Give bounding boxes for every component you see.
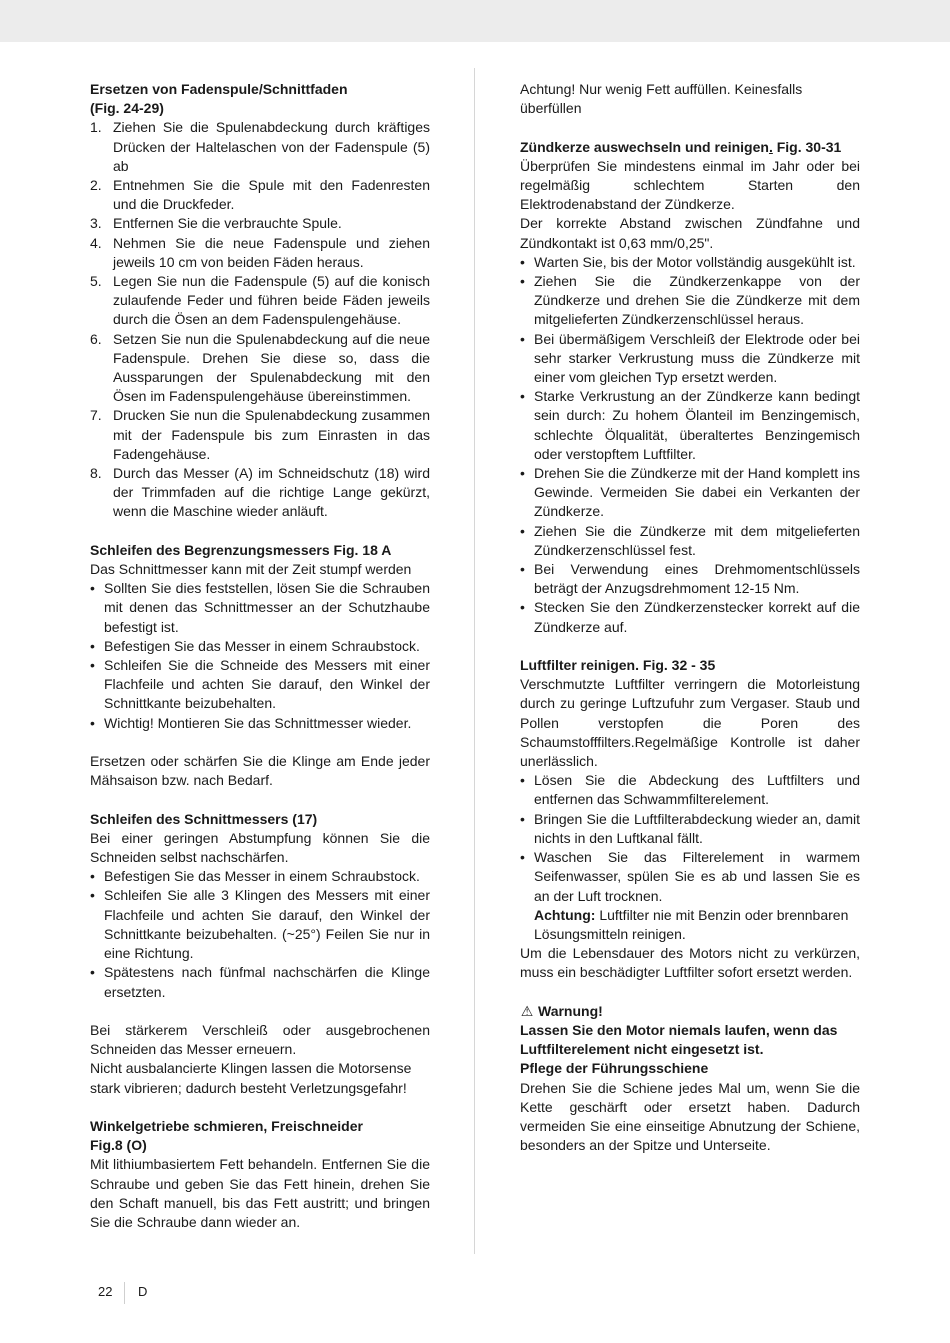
- list-item: • Schleifen Sie die Schneide des Messers mit einer Flachfeile und achten Sie darauf, den Winkel der Schnittkante beizubehalten.: [90, 657, 430, 712]
- paragraph: Mit lithiumbasiertem Fett behandeln. Entfernen Sie die Schraube und geben Sie das Fett hinein, drehen Sie den Schaft manuell, bis das Fett austritt; und bringen Sie die Schraube dann wieder an.: [90, 1156, 430, 1230]
- list-item: 7. Drucken Sie nun die Spulenabdeckung zusammen mit der Fadenspule bis zum Einrasten in das Fadengehäuse.: [90, 407, 430, 462]
- top-bar: [0, 0, 950, 42]
- list-item: • Ziehen Sie die Zündkerzenkappe von der Zündkerze und drehen Sie die Zündkerze mit dem mitgelieferten Zündkerzenschlüssel heraus.: [520, 273, 860, 328]
- list-item: • Befestigen Sie das Messer in einem Schraubstock.: [90, 637, 420, 654]
- list-item: 1. Ziehen Sie die Spulenabdeckung durch kräftiges Drücken der Haltelaschen von der Fadenspule (5) ab: [90, 119, 430, 174]
- begrenzungsmesser-bullets: [90, 579, 430, 733]
- section-title-fuehrungsschiene: Pflege der Führungsschiene: [520, 1060, 709, 1077]
- paragraph: Nicht ausbalancierte Klingen lassen die Motorsense stark vibrieren; dadurch besteht Verletzungsgefahr!: [90, 1060, 412, 1096]
- paragraph: Der korrekte Abstand zwischen Zündfahne und Zündkontakt ist 0,63 mm/0,25".: [520, 215, 860, 251]
- list-item: • Ziehen Sie die Zündkerze mit dem mitgelieferten Zündkerzenschlüssel fest.: [520, 522, 860, 558]
- paragraph: Um die Lebensdauer des Motors nicht zu verkürzen, muss ein beschädigter Luftfilter sofort ersetzt werden.: [520, 945, 860, 981]
- paragraph: Überprüfen Sie mindestens einmal im Jahr oder bei regelmäßig schlechtem Starten den Elektrodenabstand der Zündkerze.: [520, 157, 860, 213]
- list-item: • Spätestens nach fünfmal nachschärfen die Klinge ersetzten.: [90, 964, 430, 1000]
- page-number: 22: [98, 1284, 113, 1299]
- list-item: • Stecken Sie den Zündkerzenstecker korrekt auf die Zündkerze auf.: [520, 599, 860, 635]
- luftfilter-note: Achtung: Luftfilter nie mit Benzin oder brennbaren Lösungsmitteln reinigen.: [534, 906, 849, 942]
- paragraph: Ersetzen oder schärfen Sie die Klinge am Ende jeder Mähsaison bzw. nach Bedarf.: [90, 753, 430, 789]
- list-item: • Bei Verwendung eines Drehmomentschlüssels beträgt der Anzugsdrehmoment 12-15 Nm.: [520, 561, 860, 597]
- section-title-zuendkerze: Zündkerze auswechseln und reinigen. Fig. 30-31: [520, 138, 842, 155]
- paragraph: Bei stärkerem Verschleiß oder ausgebrochenen Schneiden das Messer erneuern.: [90, 1021, 430, 1058]
- list-item: • Starke Verkrustung an der Zündkerze kann bedingt sein durch: Zu hohem Ölanteil im Benzingemisch, schlechte Ölqualität, überaltertes Benzingemisch oder verstopftem Luftfilter.: [520, 388, 860, 462]
- list-item: 2. Entnehmen Sie die Spule mit den Fadenresten und die Druckfeder.: [90, 177, 430, 213]
- paragraph: Drehen Sie die Schiene jedes Mal um, wenn Sie die Kette geschärft oder ersetzt haben. Dadurch vermeiden Sie eine einseitige Abnutzung der Schiene, besonders an der Spitze und Unterseite.: [520, 1079, 860, 1154]
- left-column: [90, 80, 430, 1232]
- footer-separator: [124, 1282, 125, 1304]
- list-item: 5. Legen Sie nun die Fadenspule (5) auf die konisch zulaufende Feder und führen beide Fäden jeweils durch die Ösen an dem Fadenspulengehäuse.: [90, 273, 430, 328]
- paragraph: Achtung! Nur wenig Fett auffüllen. Keinesfalls überfüllen: [520, 81, 803, 117]
- column-divider: [474, 68, 475, 1254]
- section-title-winkelgetriebe: Winkelgetriebe schmieren, Freischneider: [90, 1117, 363, 1134]
- warning-icon: ⚠: [520, 1002, 534, 1019]
- list-item: • Sollten Sie dies feststellen, lösen Sie die Schrauben mit denen das Schnittmesser an der Schutzhaube befestigt ist.: [90, 580, 430, 635]
- list-item: • Waschen Sie das Filterelement in warmem Seifenwasser, spülen Sie es ab und lassen Sie es an der Luft trocknen.: [520, 849, 860, 904]
- list-item: • Lösen Sie die Abdeckung des Luftfilters und entfernen das Schwammfilterelement.: [520, 772, 860, 808]
- section-title-begrenzungsmesser: Schleifen des Begrenzungsmessers Fig. 18 A: [90, 541, 392, 558]
- list-item: • Bei übermäßigem Verschleiß der Elektrode oder bei sehr starker Verkrustung muss die Zündkerze mit einer vom gleichen Typ ersetzt werden.: [520, 330, 860, 386]
- section-title-luftfilter: Luftfilter reinigen. Fig. 32 - 35: [520, 657, 716, 674]
- section-title-schnittmesser: Schleifen des Schnittmessers (17): [90, 810, 318, 827]
- section-title-winkelgetriebe-fig: Fig.8 (O): [90, 1137, 147, 1154]
- zuendkerze-bullets: [520, 253, 860, 637]
- fadenspule-steps: [90, 118, 430, 521]
- section-title-fadenspule: Ersetzen von Fadenspule/Schnittfaden: [90, 81, 348, 97]
- list-item: • Befestigen Sie das Messer in einem Schraubstock.: [90, 868, 420, 885]
- warning-text: Lassen Sie den Motor niemals laufen, wenn das Luftfilterelement nicht eingesetzt ist.: [520, 1021, 838, 1058]
- luftfilter-bullets: [520, 771, 860, 905]
- paragraph: Verschmutzte Luftfilter verringern die Motorleistung durch zu geringe Luftzufuhr zum Vergaser. Staub und Pollen verstopfen die Poren des Schaumstofffilters.Regelmäßige Kontrolle ist daher unerlässlich.: [520, 676, 860, 770]
- list-item: • Wichtig! Montieren Sie das Schnittmesser wieder.: [90, 714, 412, 731]
- list-item: • Bringen Sie die Luftfilterabdeckung wieder an, damit nichts in den Luftkanal fällt.: [520, 810, 860, 846]
- paragraph: Das Schnittmesser kann mit der Zeit stumpf werden: [90, 561, 412, 578]
- section-title-fadenspule-fig: (Fig. 24-29): [90, 100, 164, 117]
- list-item: • Schleifen Sie alle 3 Klingen des Messers mit einer Flachfeile und achten Sie darauf, den Winkel der Schnittkante beizubehalten. (~25°) Feilen Sie nur in eine Richtung.: [90, 887, 430, 962]
- list-item: 6. Setzen Sie nun die Spulenabdeckung auf die neue Fadenspule. Drehen Sie diese so, dass die Aussparungen der Spulenabdeckung mit den Ösen im Fadenspulengehäuse übereinstimmen.: [90, 330, 430, 405]
- list-item: • Warten Sie, bis der Motor vollständig ausgekühlt ist.: [520, 253, 856, 270]
- list-item: • Drehen Sie die Zündkerze mit der Hand komplett ins Gewinde. Vermeiden Sie dabei ein Verkanten der Zündkerze.: [520, 465, 860, 520]
- right-column: [520, 80, 860, 1155]
- list-item: 8. Durch das Messer (A) im Schneidschutz (18) wird der Trimmfaden auf die richtige Lange gekürzt, wenn die Maschine wieder anläuft.: [90, 465, 430, 520]
- paragraph: Bei einer geringen Abstumpfung können Sie die Schneiden selbst nachschärfen.: [90, 829, 430, 866]
- schnittmesser-bullets: [90, 867, 430, 1001]
- warning-heading: ⚠ Warnung!: [520, 1002, 860, 1021]
- list-item: 3. Entfernen Sie die verbrauchte Spule.: [90, 215, 342, 232]
- list-item: 4. Nehmen Sie die neue Fadenspule und ziehen jeweils 10 cm von beiden Fäden heraus.: [90, 234, 430, 270]
- language-code: D: [138, 1284, 148, 1299]
